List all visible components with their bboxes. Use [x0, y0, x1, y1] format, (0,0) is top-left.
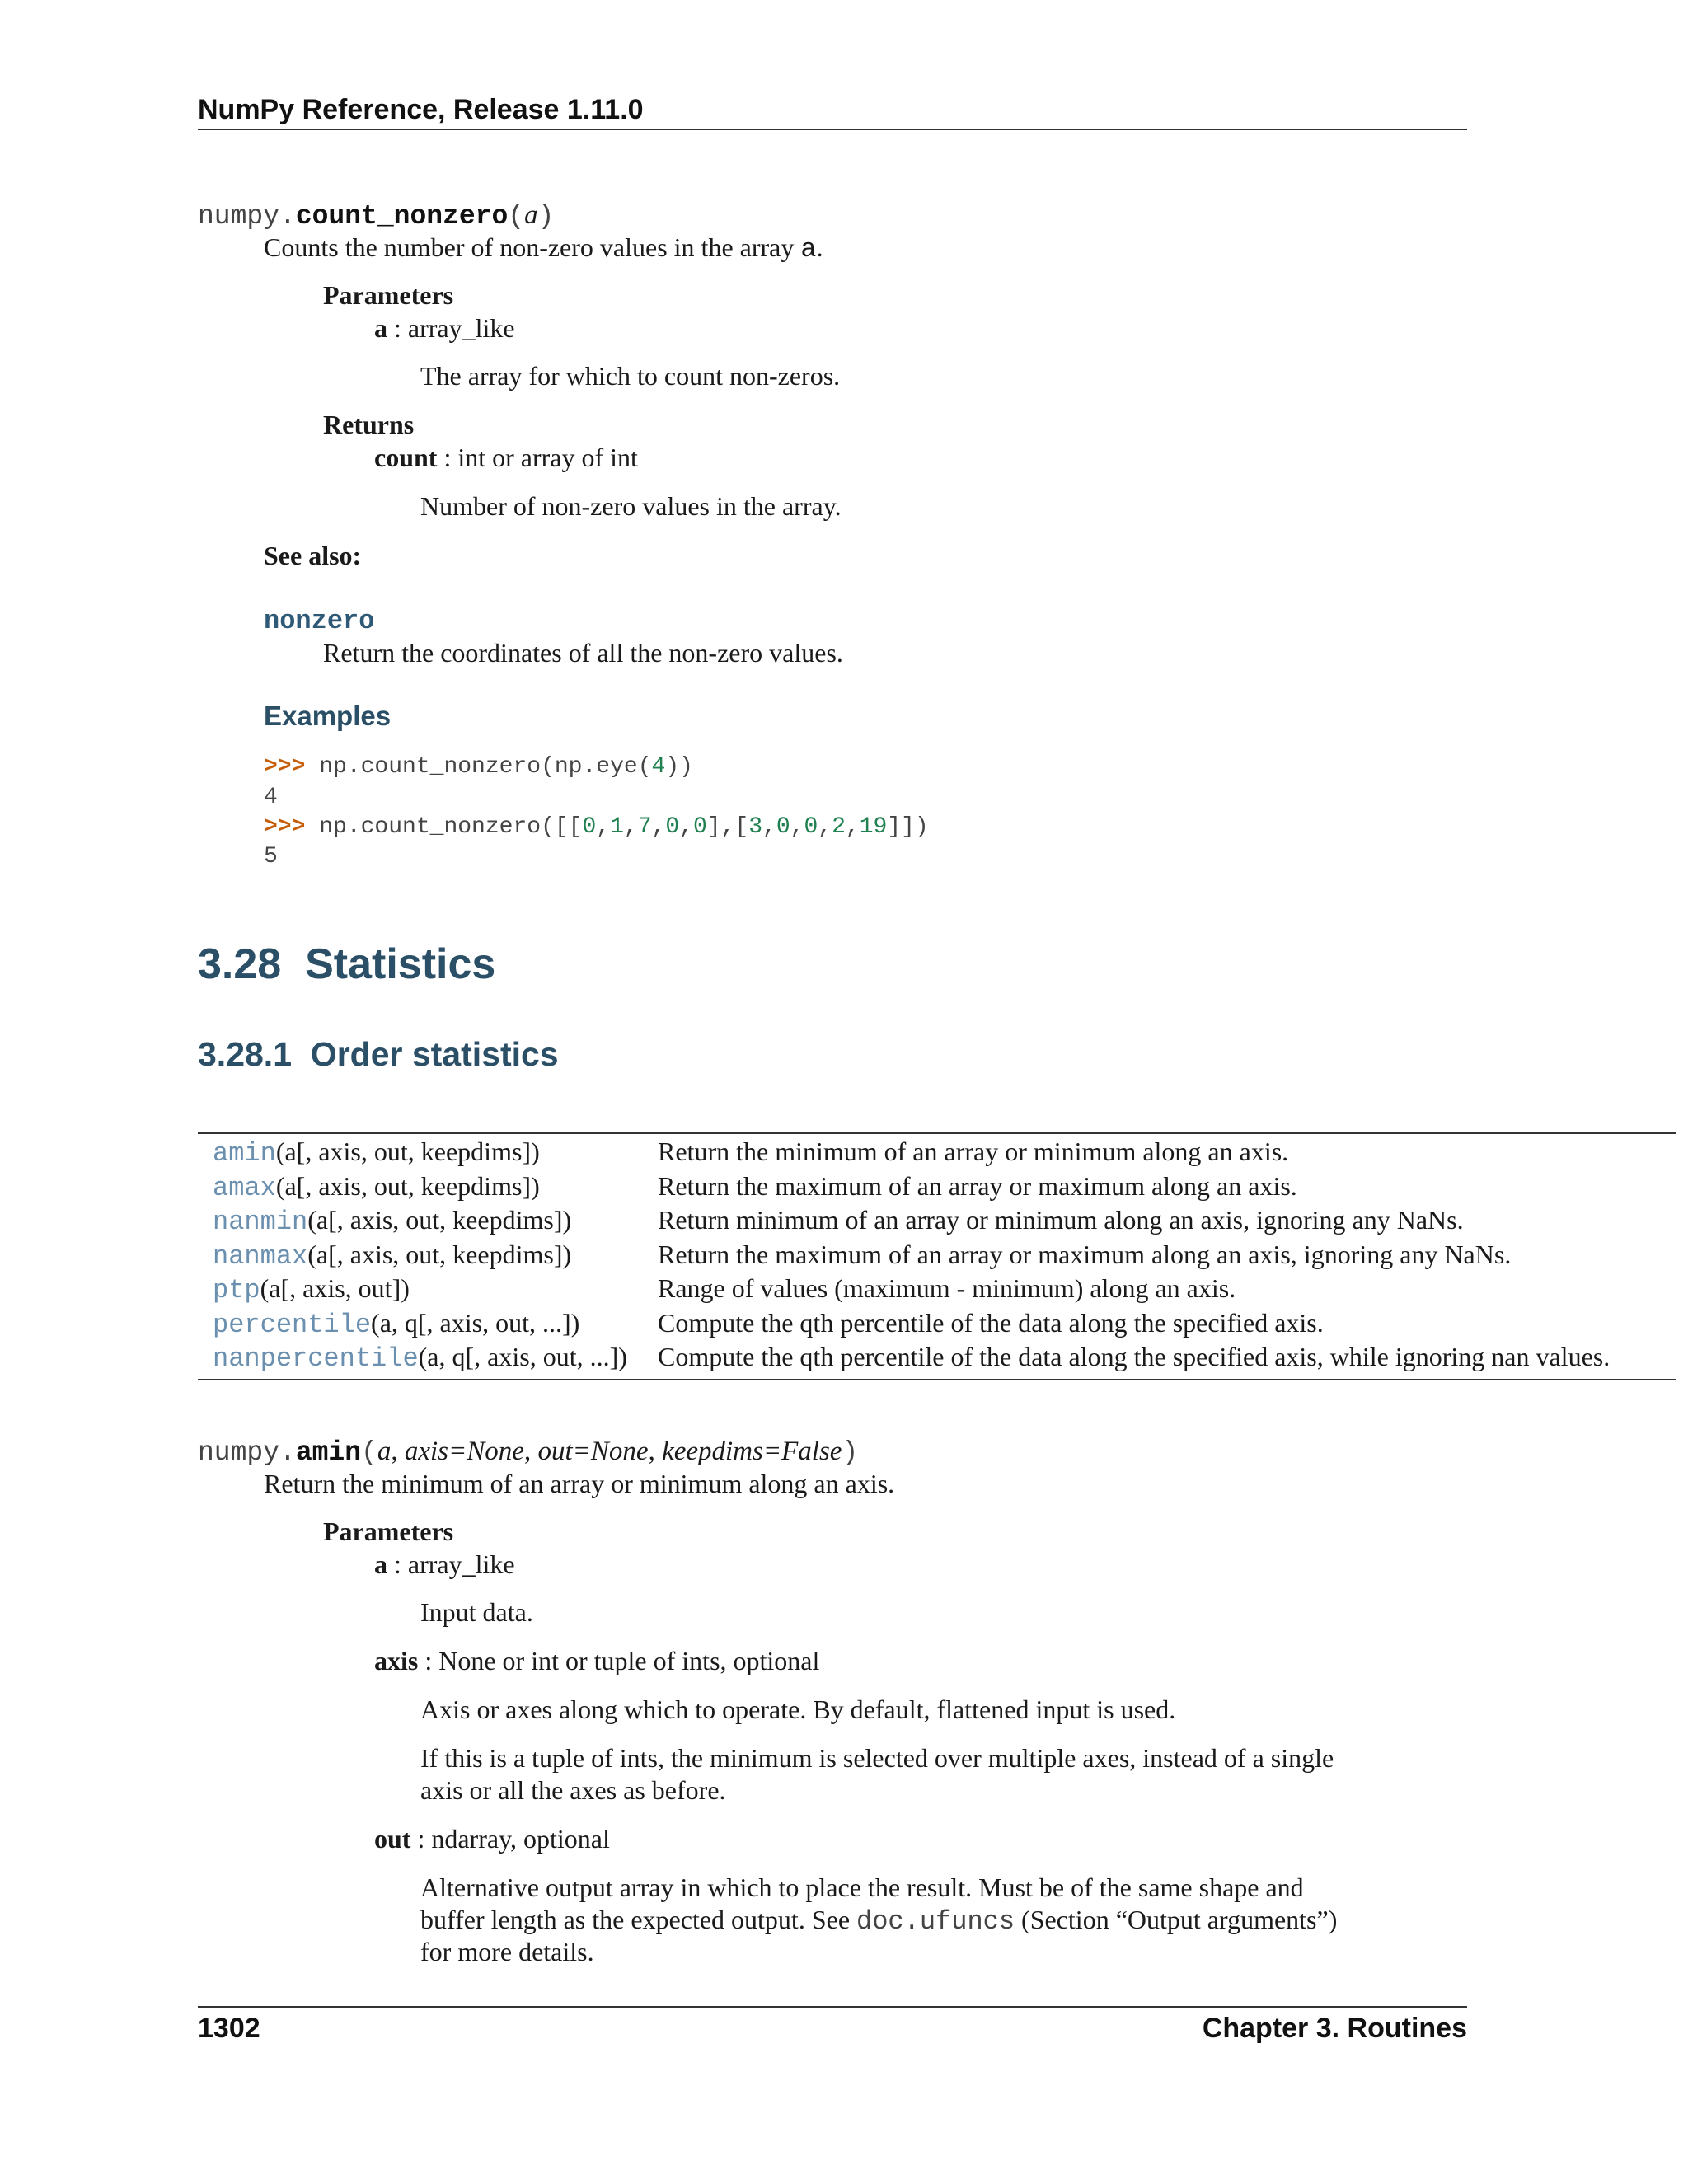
amin-param-a [374, 1549, 515, 1580]
sig-args: a [524, 200, 538, 230]
param-name: a [374, 313, 387, 343]
function-signature: (a[, axis, out, keepdims]) [307, 1239, 572, 1269]
code: , [790, 814, 804, 840]
parameters-label: Parameters [323, 280, 454, 310]
desc-text: Counts the number of non-zero values in the array [264, 232, 801, 262]
function-link[interactable]: ptp [213, 1275, 260, 1305]
page-number: 1302 [198, 2013, 260, 2044]
code-number: 0 [582, 814, 597, 840]
code-number: 0 [692, 814, 707, 840]
returns-label: Returns [323, 410, 415, 439]
code: , [596, 814, 611, 840]
prompt: >>> [264, 814, 306, 840]
example-line-1 [264, 754, 693, 780]
sig-comma: , [391, 1436, 405, 1466]
code-number: 0 [804, 814, 818, 840]
sig-comma: , [648, 1436, 663, 1466]
code-number: 0 [665, 814, 680, 840]
code-number: 19 [859, 814, 888, 840]
desc-code-link[interactable]: doc.ufuncs [856, 1906, 1015, 1937]
code: )) [665, 754, 693, 780]
section-title: Statistics [305, 940, 496, 988]
function-link[interactable]: nanpercentile [213, 1343, 419, 1374]
code-number: 4 [651, 754, 666, 780]
sig-arg: a [377, 1436, 392, 1466]
amin-param-axis-description-2a: If this is a tuple of ints, the minimum is selected over multiple axes, instead of a single [420, 1743, 1334, 1773]
example-output-1: 4 [264, 785, 278, 810]
sig-module: numpy. [198, 1437, 296, 1468]
param-a [374, 313, 515, 344]
prompt: >>> [264, 754, 306, 780]
sig-paren-close: ) [842, 1437, 859, 1468]
function-link[interactable]: amin [213, 1138, 276, 1169]
param-type: : array_like [387, 1549, 515, 1579]
amin-param-axis [374, 1646, 819, 1676]
param-type: : ndarray, optional [410, 1824, 610, 1854]
section-heading [198, 940, 495, 989]
order-statistics-table [198, 1132, 1676, 1380]
sig-module: numpy. [198, 201, 296, 232]
see-also-link-nonzero[interactable]: nonzero [264, 606, 375, 636]
count-nonzero-signature [198, 200, 554, 232]
sig-function-name: amin [295, 1437, 362, 1468]
desc-text: (Section “Output arguments”) [1015, 1905, 1338, 1934]
return-count [374, 443, 638, 473]
function-signature: (a[, axis, out, keepdims]) [275, 1170, 540, 1201]
examples-heading: Examples [264, 701, 392, 731]
function-description: Return the maximum of an array or maximum along an axis. [658, 1170, 1297, 1201]
param-name: a [374, 1549, 387, 1579]
code-number: 0 [776, 814, 790, 840]
desc-text: buffer length as the expected output. See [420, 1905, 857, 1934]
function-description: Compute the qth percentile of the data along the specified axis, while ignoring nan values. [658, 1342, 1611, 1371]
param-type: : array_like [387, 313, 515, 343]
function-signature: (a[, axis, out]) [260, 1273, 410, 1303]
function-description: Range of values (maximum - minimum) along an axis. [658, 1273, 1236, 1303]
code: ],[ [706, 814, 749, 840]
function-cell [198, 1239, 658, 1273]
code: , [818, 814, 832, 840]
example-output-2: 5 [264, 844, 278, 869]
count-nonzero-description [264, 232, 823, 265]
sig-arg: axis=None [404, 1436, 524, 1466]
function-link[interactable]: nanmax [213, 1240, 308, 1272]
amin-param-out [374, 1824, 610, 1854]
table-row [198, 1239, 1676, 1273]
chapter-label: Chapter 3. Routines [1202, 2013, 1467, 2044]
function-description: Return the minimum of an array or minimum along an axis. [658, 1137, 1289, 1166]
code: , [623, 814, 638, 840]
amin-param-out-description-b [420, 1905, 1337, 1937]
function-signature: (a[, axis, out, keepdims]) [307, 1205, 572, 1235]
sig-paren-open: ( [508, 201, 525, 232]
sig-paren-close: ) [537, 201, 555, 232]
return-type: : int or array of int [437, 443, 638, 472]
amin-param-out-description-a: Alternative output array in which to place the result. Must be of the same shape and [420, 1872, 1304, 1902]
subsection-heading [198, 1035, 559, 1074]
function-cell [198, 1272, 658, 1307]
table-row [198, 1170, 1676, 1205]
footer-rule [198, 2006, 1467, 2008]
section-number: 3.28 [198, 940, 282, 988]
amin-param-out-description-c: for more details. [420, 1937, 594, 1966]
param-name: axis [374, 1646, 419, 1675]
amin-signature [198, 1436, 858, 1468]
function-description: Compute the qth percentile of the data along the specified axis. [658, 1307, 1324, 1338]
function-cell [198, 1170, 658, 1205]
subsection-number: 3.28.1 [198, 1035, 292, 1073]
desc-code: a [800, 234, 817, 265]
code: , [762, 814, 776, 840]
sig-paren-open: ( [361, 1437, 377, 1468]
code-number: 2 [832, 814, 846, 840]
param-name: out [374, 1824, 411, 1854]
function-cell [198, 1204, 658, 1239]
see-also-description: Return the coordinates of all the non-zero values. [323, 638, 843, 668]
code-number: 7 [637, 814, 652, 840]
return-description: Number of non-zero values in the array. [420, 491, 842, 521]
function-cell [198, 1307, 658, 1342]
function-description: Return the maximum of an array or maximum along an axis, ignoring any NaNs. [658, 1239, 1512, 1269]
code: , [679, 814, 693, 840]
code: np.count_nonzero(np.eye( [305, 754, 652, 780]
function-link[interactable]: nanmin [213, 1207, 308, 1237]
param-a-description: The array for which to count non-zeros. [420, 361, 841, 391]
function-cell [198, 1341, 658, 1380]
code-number: 1 [610, 814, 624, 840]
code: , [651, 814, 666, 840]
amin-parameters-label: Parameters [323, 1516, 454, 1546]
code-number: 3 [748, 814, 763, 840]
table-row [198, 1133, 1676, 1170]
return-name: count [374, 443, 438, 472]
function-link[interactable]: amax [213, 1172, 276, 1203]
table-row [198, 1204, 1676, 1239]
function-cell [198, 1133, 658, 1170]
code: np.count_nonzero([[ [305, 814, 583, 840]
table-row [198, 1272, 1676, 1307]
function-signature: (a, q[, axis, out, ...]) [418, 1342, 627, 1371]
sig-function-name: count_nonzero [295, 201, 509, 232]
amin-param-axis-description-2b: axis or all the axes as before. [420, 1775, 726, 1805]
amin-param-a-description: Input data. [420, 1597, 533, 1627]
function-link[interactable]: percentile [213, 1309, 372, 1340]
function-signature: (a[, axis, out, keepdims]) [275, 1137, 540, 1166]
sig-comma: , [523, 1436, 538, 1466]
sig-arg: keepdims=False [662, 1436, 842, 1466]
amin-param-axis-description-1: Axis or axes along which to operate. By default, flattened input is used. [420, 1694, 1176, 1724]
sig-arg: out=None [537, 1436, 649, 1466]
see-also-label: See also: [264, 541, 362, 570]
code: ]]) [887, 814, 929, 840]
param-type: : None or int or tuple of ints, optional [418, 1646, 820, 1675]
desc-end: . [816, 232, 823, 262]
running-header: NumPy Reference, Release 1.11.0 [198, 94, 644, 125]
header-rule [198, 129, 1467, 130]
amin-description: Return the minimum of an array or minimum along an axis. [264, 1469, 895, 1498]
table-row [198, 1341, 1676, 1380]
subsection-title: Order statistics [310, 1035, 559, 1073]
function-description: Return minimum of an array or minimum along an axis, ignoring any NaNs. [658, 1205, 1464, 1235]
example-line-2 [264, 814, 929, 840]
table-row [198, 1307, 1676, 1342]
function-signature: (a, q[, axis, out, ...]) [371, 1307, 580, 1338]
code: , [845, 814, 860, 840]
